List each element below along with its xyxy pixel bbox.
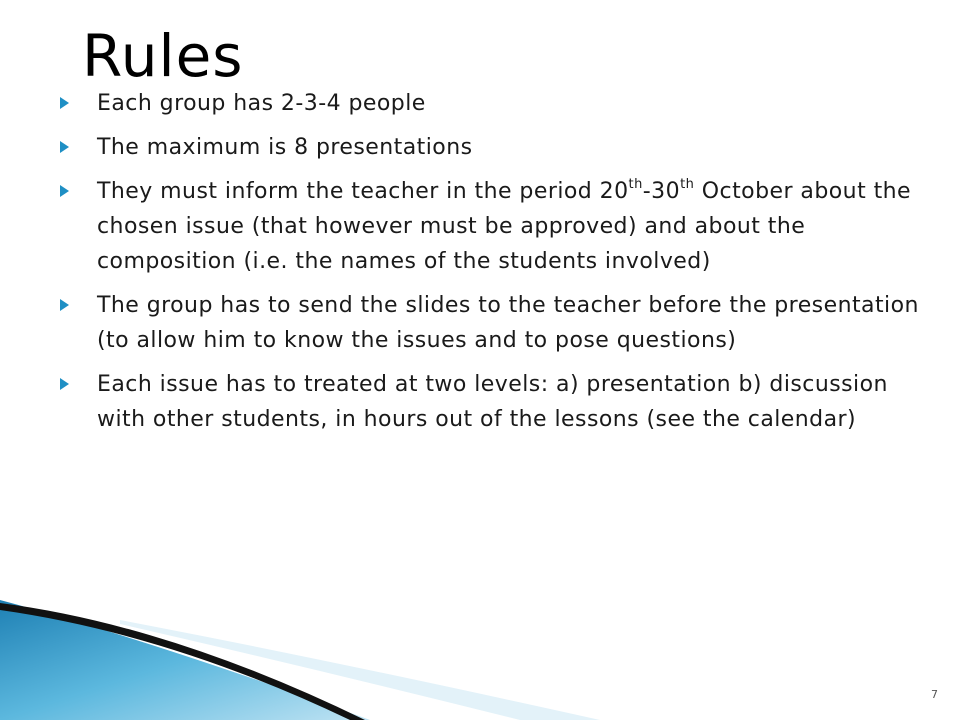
list-item-text: Each issue has to treated at two levels: a) presentation b) discussion with other students, in hours out of the lessons (see the calendar): [97, 372, 888, 432]
text-segment: -30: [642, 179, 681, 204]
list-item-text: The group has to send the slides to the teacher before the presentation (to allow him to know the issues and to pose questions): [97, 293, 919, 353]
arrow-bullet-icon: [60, 378, 69, 390]
list-item: [60, 174, 920, 279]
slide-title: Rules: [82, 22, 244, 90]
superscript: th: [628, 176, 643, 192]
arrow-bullet-icon: [60, 299, 69, 311]
bullet-list: [60, 86, 920, 446]
text-segment: They must inform the teacher in the period 20: [97, 179, 629, 204]
list-item-text: [97, 176, 912, 274]
list-item: [60, 86, 920, 121]
list-item-text: The maximum is 8 presentations: [97, 135, 473, 160]
text-segment: October about the chosen issue (that however must be approved) and about the composition (i.e. the names of the students involved): [97, 179, 912, 274]
list-item: [60, 288, 920, 358]
arrow-bullet-icon: [60, 185, 69, 197]
list-item: [60, 130, 920, 165]
list-item: [60, 367, 920, 437]
arrow-bullet-icon: [60, 97, 69, 109]
list-item-text: Each group has 2-3-4 people: [97, 91, 426, 116]
superscript: th: [680, 176, 695, 192]
page-number: 7: [931, 688, 938, 701]
arrow-bullet-icon: [60, 141, 69, 153]
